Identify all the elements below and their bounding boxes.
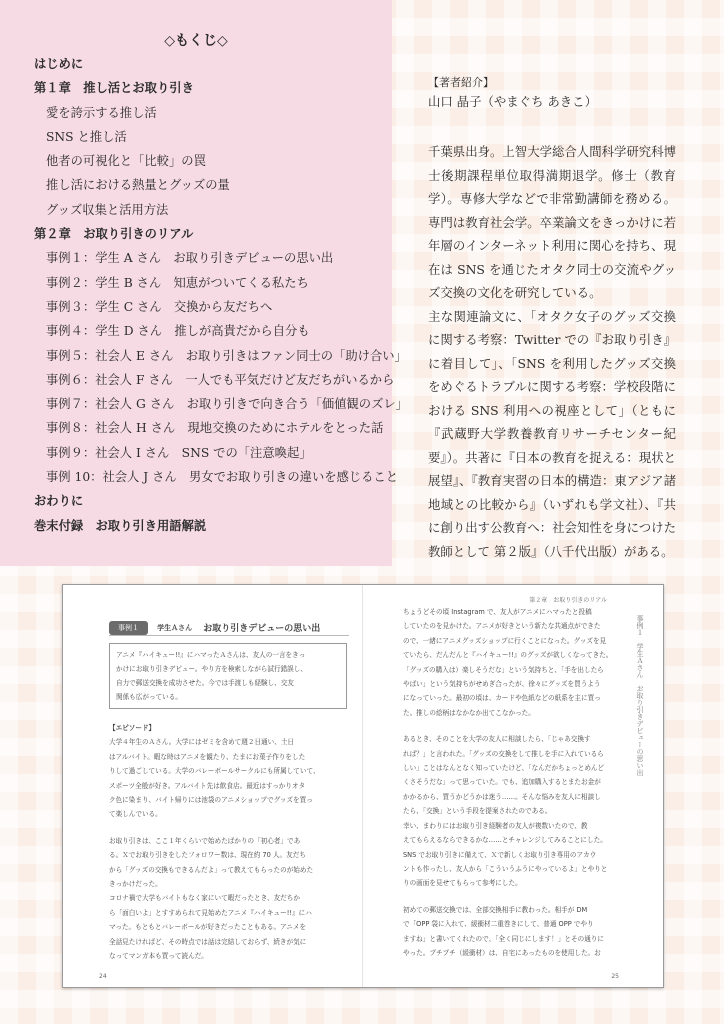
toc-item: 推し活における熱量とグッズの量 xyxy=(46,178,230,193)
toc-list xyxy=(34,52,408,538)
page-number-left: 24 xyxy=(99,973,107,980)
paragraph-gap xyxy=(403,891,617,903)
text-line: アニメ『ハイキュー!!』にハマったＡさんは、友人の一言をきっ xyxy=(116,651,306,659)
right-page xyxy=(363,585,663,987)
running-head: 第２章 お取り引きのリアル xyxy=(529,597,607,604)
text-line: ク色に染まり、バイト帰りには池袋のアニメショップでグッズを買っ xyxy=(109,796,313,805)
toc-title: ◇もくじ◇ xyxy=(164,33,228,49)
toc-item: 事例 10：社会人 J さん 男女でお取り引きの違いを感じること xyxy=(46,470,399,485)
text-line: りの画面を見せてもらって参考にした。 xyxy=(403,879,522,888)
text-line: マった。もともとバレーボールが好きだったこともある。アニメを xyxy=(109,923,307,932)
left-paragraph-2 xyxy=(109,834,349,964)
side-tab: 事例１ 学生Ａさん お取り引きデビューの思い出 xyxy=(636,615,644,776)
page-number-right: 25 xyxy=(611,973,619,980)
paragraph-gap xyxy=(403,720,617,732)
text-line: かかるから、買うかどうかは迷う……。そんな悩みを友人に相談し xyxy=(403,792,601,801)
toc-item: 事例７：社会人 G さん お取り引きで向き合う「価値観のズレ」 xyxy=(46,397,408,412)
text-line: お取り引きは、ここ１年くらいで始めたばかりの「初心者」であ xyxy=(109,836,301,845)
case-person: 学生Ａさん xyxy=(157,623,193,632)
toc-item: 事例１：学生 A さん お取り引きデビューの思い出 xyxy=(46,251,334,266)
toc-item: 事例８：社会人 H さん 現地交換のためにホテルをとった話 xyxy=(46,421,384,436)
text-line: 全話見たければど、その時点では話は完結しておらず、続きが気に xyxy=(109,937,307,946)
right-paragraph-2 xyxy=(403,732,617,890)
toc-item: 事例６：社会人 F さん 一人でも平気だけど友だちがいるから xyxy=(46,372,395,387)
left-column xyxy=(109,721,349,964)
text-line: た。推しの絵柄はなかなか出てこなかった。 xyxy=(403,708,535,717)
text-line: はアルバイト。暇な時はアニメを観たり、たまにお菓子作りをした xyxy=(109,752,306,761)
text-line: 自力で郵送交換を成功させた。今では手渡しも経験し、交友 xyxy=(116,679,295,687)
right-paragraph-1 xyxy=(403,605,617,720)
text-line: きっかけだった。 xyxy=(109,880,162,889)
book-spread-image xyxy=(62,584,664,988)
text-line: あるとき、そのことを大学の友人に相談したら、「じゃあ交換す xyxy=(403,735,591,744)
toc-item: 事例４：学生 D さん 推しが高貴だから自分も xyxy=(46,324,310,339)
text-line: かけにお取り引きデビュー。やり方を検索しながら試行錯誤し、 xyxy=(116,665,307,673)
text-line: りして過ごしている。大学のバレーボールサークルにも所属していて、 xyxy=(109,767,320,776)
right-paragraph-3 xyxy=(403,903,617,961)
toc-item: おわりに xyxy=(34,493,84,509)
text-line: やばい」という気持ちがせめぎ合ったが、徐々にグッズを買うよう xyxy=(403,680,601,689)
toc-panel xyxy=(0,0,408,566)
text-line: る。Ｘでお取り引きをしたフォロワー数は、現在約 70 人。友だち xyxy=(109,851,306,860)
text-line: ので、一緒にアニメグッズショップに行くことになった。グッズを見 xyxy=(403,636,607,645)
toc-item: 事例３：学生 C さん 交換から友だちへ xyxy=(46,299,273,314)
case-title: お取り引きデビューの思い出 xyxy=(203,624,321,634)
case-badge: 事例１ xyxy=(109,621,148,635)
toc-item: 愛を誇示する推し活 xyxy=(46,105,157,120)
case-header xyxy=(109,617,349,633)
episode-label: 【エピソード】 xyxy=(109,724,156,732)
text-line: 幸い、まわりにはお取り引き経験者の友人が複数いたので、教 xyxy=(403,821,588,830)
text-line: ていたら、だんだんと『ハイキュー!!』のグッズが欲しくなってきた。 xyxy=(403,651,613,660)
text-line: していたのを見かけた。アニメが好きという新たな共通点ができた xyxy=(403,622,601,631)
text-line: SNS でお取り引きに備えて、Ｘで新しくお取り引き専用のアカウ xyxy=(403,850,597,859)
author-publications: 主な関連論文に、「オタク女子のグッズ交換に関する考察：Twitter での『お取り引き』に着目して」、「SNS を利用したグッズ交換をめぐるトラブルに関する考察：学校段階における SNS 利用への視座として」（ともに『武蔵野大学教養教育リサーチセンター紀要』）。共著に『日本の教育を捉える：現状と展望』、『教育実習の日本的構造：東アジア諸地域との比較から』（いずれも学文社）、『共に創り出す公教育へ：社会知性を身につけた教師として 第２版』（八千代出版）がある。 xyxy=(428,308,676,559)
author-name: 山口 晶子（やまぐち あきこ） xyxy=(428,94,597,109)
text-line: ら「面白いよ」とすすめられて見始めたアニメ『ハイキュー!!』にハ xyxy=(109,908,312,917)
text-line: えてもらえるならできるかな……とチャレンジしてみることにした。 xyxy=(403,836,607,845)
toc-item: はじめに xyxy=(34,56,84,71)
toc-item: 巻末付録 お取り引き用語解説 xyxy=(34,517,207,533)
text-line: ますね」と書いてくれたので、「全く同じにします！」とその通りに xyxy=(403,934,604,943)
left-page xyxy=(63,585,363,987)
text-line: しい」ことはなんとなく知っていたけど、「なんだかちょっとめんど xyxy=(403,764,605,773)
paragraph-gap xyxy=(109,822,349,834)
text-line: たら、「交換」という手段を提案されたのである。 xyxy=(403,807,552,816)
author-bio: 千葉県出身。上智大学総合人間科学研究科博士後期課程単位取得満期退学。修士（教育学）。専修大学などで非常勤講師を務める。専門は教育社会学。卒業論文をきっかけに若年層のインターネット利用に関心を持ち、現在は SNS を通じたオタク同士の交流やグッズ交換の文化を研究している。 xyxy=(428,144,676,300)
author-profile xyxy=(428,74,676,563)
text-line: コロナ禍で大学もバイトもなく家にいて暇だったとき、友だちか xyxy=(109,894,300,903)
text-line: て楽しんでいる。 xyxy=(109,810,162,819)
right-column xyxy=(403,605,617,960)
toc-item: SNS と推し活 xyxy=(46,129,127,144)
toc-item: 事例２：学生 B さん 知恵がついてくる私たち xyxy=(46,275,309,290)
text-line: ちょうどその頃 Instagram で、友人がアニメにハマったと投稿 xyxy=(403,608,592,616)
text-line: やった。プチプチ（緩衝材）は、自宅にあったものを使用した。お xyxy=(403,948,601,957)
toc-item: 事例９：社会人 I さん SNS での「注意喚起」 xyxy=(46,445,312,460)
text-line: 大学４年生のＡさん。大学にはゼミを含めて週２日通い、土日 xyxy=(109,738,295,747)
text-line: から「グッズの交換もできるんだよ」って教えてもらったのが始めた xyxy=(109,865,314,874)
text-line: 「グッズの購入は）楽しそうだな」という気持ちと、「手を出したら xyxy=(403,665,604,674)
text-line: スポーツ全般が好き。アルバイト先は飲食店。最近はすっかりオタ xyxy=(109,781,306,790)
toc-item: 第１章 推し活とお取り引き xyxy=(34,80,194,96)
toc-item: 事例５：社会人 E さん お取り引きはファン同士の「助け合い」 xyxy=(46,348,407,363)
case-rule xyxy=(109,635,349,636)
left-paragraph-1 xyxy=(109,735,349,821)
text-line: くさそうだな」って思っていた。でも、追加購入するとまたお金が xyxy=(403,778,601,787)
text-line: で「OPP 袋に入れて、緩衝材二重巻きにして、普通 OPP でやり xyxy=(403,920,594,929)
text-line: 初めての郵送交換では、全部交換相手に教わった。相手が DM xyxy=(403,905,588,914)
toc-item: グッズ収集と活用方法 xyxy=(46,202,169,217)
text-line: ントも作ったし、友人から「こういうふうにやっているよ」とやりと xyxy=(403,864,608,873)
text-line: になっていった。最初の頃は、カードや色紙などの紙系を主に買っ xyxy=(403,694,601,703)
toc-item: 他者の可視化と「比較」の罠 xyxy=(46,154,206,169)
toc-item: 第２章 お取り引きのリアル xyxy=(34,226,194,242)
text-line: れば？」と言われた。「グッズの交換をして推しを手に入れているら xyxy=(403,749,604,758)
text-line: なってマンガ本も買って読んだ。 xyxy=(109,952,208,961)
author-label: 【著者紹介】 xyxy=(428,76,494,89)
text-line: 関係も広がっている。 xyxy=(116,693,182,701)
case-summary-box xyxy=(109,643,347,709)
